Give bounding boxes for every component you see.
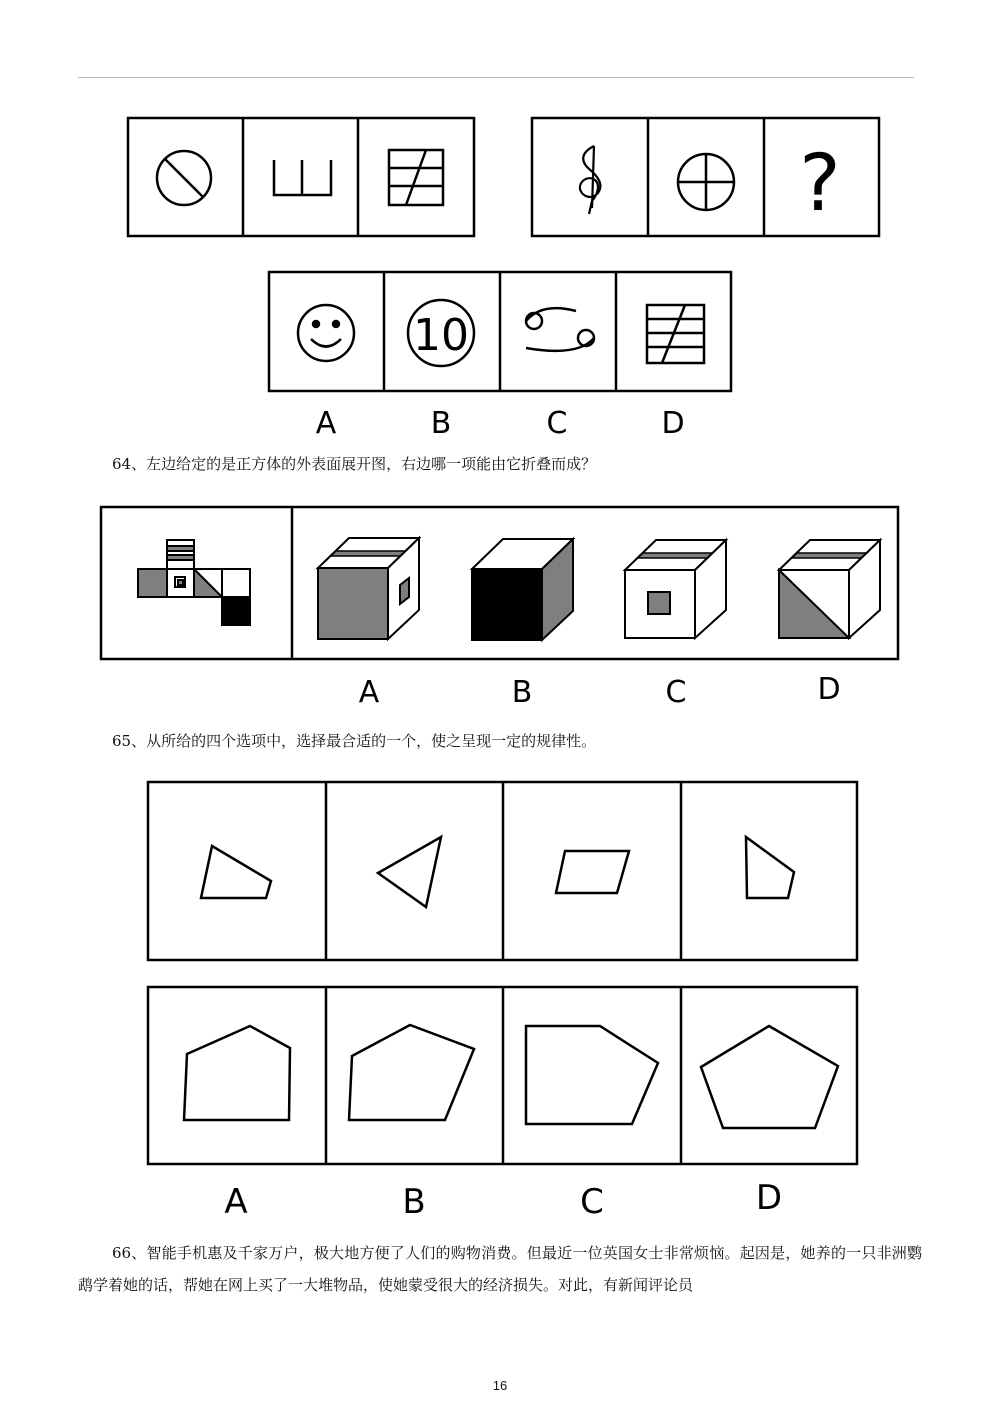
question-66: 66、智能手机惠及千家万户，极大地方便了人们的购物消费。但最近一位英国女士非常烦恼。起因是，她养的一只非洲鹦鹉学着她的话，帮她在网上买了一大堆物品，使她蒙受很大的经济损失。对此，有新闻评论员	[78, 1244, 922, 1294]
q64-option-c-label: C	[665, 675, 687, 710]
page-number: 16	[492, 1378, 508, 1393]
question-mark-icon: ?	[799, 139, 841, 229]
triangle-shape	[378, 837, 441, 907]
parallelogram-shape	[556, 851, 629, 893]
option-a-pentagon	[184, 1026, 290, 1120]
q65-option-d-label: D	[755, 1178, 783, 1218]
question-65: 65、从所给的四个选项中，选择最合适的一个，使之呈现一定的规律性。	[112, 732, 597, 750]
option-b-number: 10	[413, 310, 469, 361]
q65-options-row	[148, 987, 857, 1164]
option-c-pentagon	[526, 1026, 658, 1124]
quadrilateral-shape	[746, 837, 794, 898]
option-d-pentagon	[701, 1026, 838, 1128]
q65-option-a-label: A	[224, 1182, 248, 1222]
q63-option-c-label: C	[546, 406, 568, 441]
q63-option-b-label: B	[430, 406, 452, 441]
q64-option-d-label: D	[817, 672, 841, 707]
q65-option-c-label: C	[580, 1182, 604, 1222]
quadrilateral-shape	[201, 846, 271, 898]
option-b-pentagon	[349, 1025, 474, 1120]
q64-option-b-label: B	[511, 675, 533, 710]
q64-option-a-label: A	[358, 675, 380, 710]
q65-option-b-label: B	[402, 1182, 426, 1222]
q63-option-a-label: A	[315, 406, 337, 441]
question-64: 64、左边给定的是正方体的外表面展开图，右边哪一项能由它折叠而成？	[112, 455, 597, 473]
q63-option-d-label: D	[661, 406, 685, 441]
